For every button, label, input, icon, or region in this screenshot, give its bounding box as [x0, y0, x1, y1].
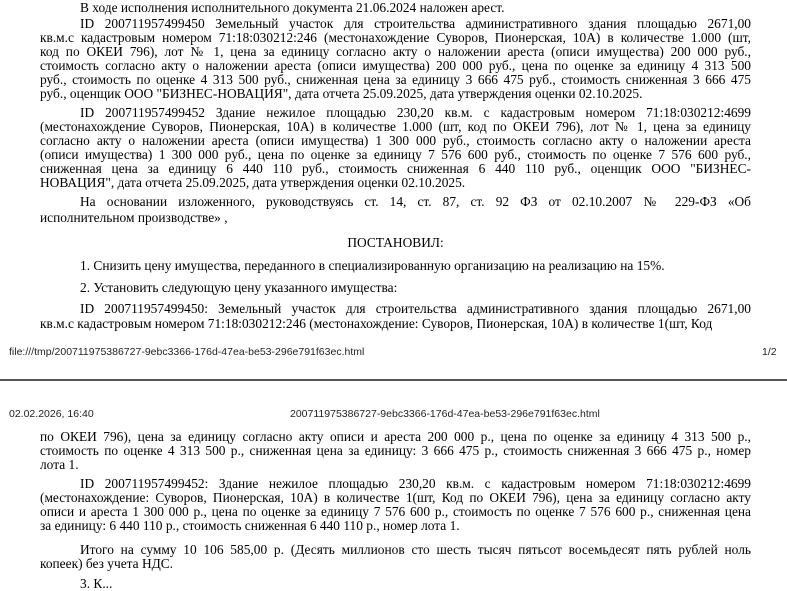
text-line: ID 200711957499450 Земельный участок для строительства административного здания площадью 2671,00 — [80, 16, 751, 31]
text-line: ID 200711957499452: Здание нежилое площадью 230,20 кв.м. с кадастровым номером 71:18:030212:4699 — [80, 476, 751, 491]
text-line: стоимость по оценке 4 313 500 р., сниженная цена за единицу: 3 666 475 р., стоимость сниженная 3 666 475 р., номер — [40, 443, 751, 458]
text-line: Итого на сумму 10 106 585,00 р. (Десять миллионов сто шесть тысяч пятьсот восемьдесят пять рублей ноль — [80, 542, 751, 557]
header-title: 200711975386727-9ebc3366-176d-47ea-be53-296e791f63ec.html — [290, 408, 600, 420]
text-line: руб., оценщик ООО "БИЗНЕС-НОВАЦИЯ", дата отчета 25.09.2025, дата утверждения оценки 02.10.2025. — [40, 86, 643, 101]
text-line: На основании изложенного, руководствуясь ст. 14, ст. 87, ст. 92 ФЗ от 02.10.2007 № 229-ФЗ «Об — [80, 194, 751, 209]
text-line: копеек) без учета НДС. — [40, 556, 174, 571]
text-line: стоимость согласно акту о наложении ареста (описи имущества) 200 000 руб., цена по оценке за единицу 4 313 500 — [40, 58, 751, 73]
resolution-heading: ПОСТАНОВИЛ: — [347, 235, 444, 250]
text-line: за единицу: 6 440 110 р., стоимость сниженная 6 440 110 р., номер лота 1. — [40, 518, 460, 533]
text-line: кв.м.с кадастровым номером 71:18:030212:246 (местонахождение: Суворов, Пионерская, 10А) в количестве 1(шт, Код — [40, 316, 713, 331]
text-line: код по ОКЕИ 796), лот № 1, цена за единицу согласно акту о наложении ареста (описи имущества) 200 000 руб., — [40, 44, 751, 59]
text-line: ID 200711957499452 Здание нежилое площадью 230,20 кв.м. с кадастровым номером 71:18:030212:4699 — [80, 105, 751, 120]
text-line: ID 200711957499450: Земельный участок для строительства административного здания площадью 2671,00 — [80, 301, 751, 316]
text-line: (описи имущества) 1 300 000 руб., цена по оценке за единицу 7 576 600 руб., стоимость по оценке 7 576 600 руб., — [40, 147, 751, 162]
text-line: лота 1. — [40, 457, 79, 472]
text-line: (местонахождение Суворов, Пионерская, 10А) в количестве 1.000 (шт, код по ОКЕИ 796), лот № 1, цена за единицу — [40, 119, 751, 134]
text-line: В ходе исполнения исполнительного документа 21.06.2024 наложен арест. — [80, 0, 505, 15]
text-line: (местонахождение: Суворов, Пионерская, 10А) в количестве 1(шт, Код по ОКЕИ 796), цена за единицу согласно акту — [40, 490, 751, 505]
text-line: описи и ареста 1 300 000 р., цена по оценке за единицу 7 576 600 р., стоимость по оценке 7 576 600 р., сниженная цена — [40, 504, 751, 519]
text-line: сниженная цена за единицу 6 440 110 руб., стоимость сниженная 6 440 110 руб., оценщик ООО "БИЗНЕС- — [40, 161, 751, 176]
text-line: руб., стоимость по оценке 4 313 500 руб., сниженная цена за единицу 3 666 475 руб., стоимость сниженная 3 666 475 — [40, 72, 751, 87]
text-line: кв.м.с кадастровым номером 71:18:030212:246 (местонахождение Суворов, Пионерская, 10А) в количестве 1.000 (шт, — [40, 30, 751, 45]
page-number: 1/2 — [762, 346, 777, 358]
footer-url: file:///tmp/200711975386727-9ebc3366-176d-47ea-be53-296e791f63ec.html — [9, 346, 365, 358]
header-datetime: 02.02.2026, 16:40 — [9, 408, 94, 420]
text-line: НОВАЦИЯ", дата отчета 25.09.2025, дата утверждения оценки 02.10.2025. — [40, 175, 466, 190]
text-line: 1. Снизить цену имущества, переданного в специализированную организацию на реализацию на 15%. — [80, 258, 665, 273]
text-line: по ОКЕИ 796), цена за единицу согласно акту описи и ареста 200 000 р., цена по оценке за единицу 4 313 500 р., — [40, 429, 751, 444]
text-line: исполнительном производстве» , — [40, 210, 228, 225]
text-line: 2. Установить следующую цену указанного имущества: — [80, 280, 398, 295]
print-page-2 — [0, 381, 787, 591]
text-line: 3. К... — [80, 576, 113, 591]
text-line: согласно акту о наложении ареста (описи имущества) 1 300 000 руб., стоимость согласно акту о наложении ареста — [40, 133, 751, 148]
